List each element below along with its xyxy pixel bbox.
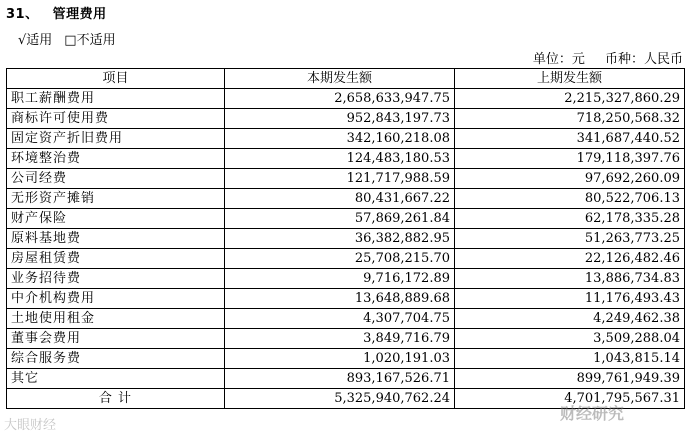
total-label: 合 计 bbox=[7, 389, 225, 409]
row-item-name: 业务招待费 bbox=[7, 269, 225, 289]
row-item-name: 环境整治费 bbox=[7, 149, 225, 169]
table-row bbox=[7, 169, 685, 189]
row-previous-amount: 718,250,568.32 bbox=[455, 109, 685, 129]
header-item: 项目 bbox=[7, 69, 225, 89]
applicable-option: √适用 bbox=[18, 33, 53, 48]
row-current-amount: 13,648,889.68 bbox=[225, 289, 455, 309]
currency-label: 币种：人民币 bbox=[604, 52, 683, 67]
table-row bbox=[7, 229, 685, 249]
row-item-name: 无形资产摊销 bbox=[7, 189, 225, 209]
row-item-name: 综合服务费 bbox=[7, 349, 225, 369]
not-applicable-option: □不适用 bbox=[64, 33, 116, 48]
table-row bbox=[7, 109, 685, 129]
row-item-name: 中介机构费用 bbox=[7, 289, 225, 309]
row-current-amount: 3,849,716.79 bbox=[225, 329, 455, 349]
row-previous-amount: 1,043,815.14 bbox=[455, 349, 685, 369]
row-current-amount: 80,431,667.22 bbox=[225, 189, 455, 209]
total-previous-amount: 4,701,795,567.31 bbox=[455, 389, 685, 409]
row-current-amount: 9,716,172.89 bbox=[225, 269, 455, 289]
unit-label: 单位：元 bbox=[532, 52, 585, 67]
row-previous-amount: 4,249,462.38 bbox=[455, 309, 685, 329]
admin-expense-table bbox=[6, 68, 685, 409]
row-item-name: 商标许可使用费 bbox=[7, 109, 225, 129]
table-row bbox=[7, 189, 685, 209]
section-heading bbox=[6, 3, 107, 22]
row-current-amount: 1,020,191.03 bbox=[225, 349, 455, 369]
row-previous-amount: 341,687,440.52 bbox=[455, 129, 685, 149]
row-previous-amount: 22,126,482.46 bbox=[455, 249, 685, 269]
row-previous-amount: 2,215,327,860.29 bbox=[455, 89, 685, 109]
unit-currency-line bbox=[517, 48, 683, 67]
applicability-options bbox=[18, 29, 128, 48]
row-previous-amount: 11,176,493.43 bbox=[455, 289, 685, 309]
watermark-right: 财经研究 bbox=[560, 404, 625, 423]
row-previous-amount: 97,692,260.09 bbox=[455, 169, 685, 189]
row-current-amount: 342,160,218.08 bbox=[225, 129, 455, 149]
row-current-amount: 2,658,633,947.75 bbox=[225, 89, 455, 109]
header-current-period: 本期发生额 bbox=[225, 69, 455, 89]
table-row bbox=[7, 209, 685, 229]
table-row bbox=[7, 309, 685, 329]
table-header-row bbox=[7, 69, 685, 89]
row-item-name: 原料基地费 bbox=[7, 229, 225, 249]
row-current-amount: 952,843,197.73 bbox=[225, 109, 455, 129]
row-previous-amount: 51,263,773.25 bbox=[455, 229, 685, 249]
row-previous-amount: 62,178,335.28 bbox=[455, 209, 685, 229]
table-row bbox=[7, 369, 685, 389]
section-title: 管理费用 bbox=[52, 7, 107, 22]
header-previous-period: 上期发生额 bbox=[455, 69, 685, 89]
row-previous-amount: 179,118,397.76 bbox=[455, 149, 685, 169]
row-item-name: 其它 bbox=[7, 369, 225, 389]
table-row bbox=[7, 269, 685, 289]
section-number: 31、 bbox=[6, 7, 39, 22]
table-row bbox=[7, 289, 685, 309]
row-item-name: 房屋租赁费 bbox=[7, 249, 225, 269]
table-row bbox=[7, 129, 685, 149]
row-item-name: 公司经费 bbox=[7, 169, 225, 189]
table-row bbox=[7, 149, 685, 169]
row-current-amount: 57,869,261.84 bbox=[225, 209, 455, 229]
row-current-amount: 4,307,704.75 bbox=[225, 309, 455, 329]
row-current-amount: 36,382,882.95 bbox=[225, 229, 455, 249]
row-item-name: 固定资产折旧费用 bbox=[7, 129, 225, 149]
row-item-name: 土地使用租金 bbox=[7, 309, 225, 329]
table-row bbox=[7, 329, 685, 349]
watermark-left: 大眼财经 bbox=[4, 418, 57, 433]
row-current-amount: 121,717,988.59 bbox=[225, 169, 455, 189]
row-current-amount: 124,483,180.53 bbox=[225, 149, 455, 169]
row-current-amount: 893,167,526.71 bbox=[225, 369, 455, 389]
row-previous-amount: 3,509,288.04 bbox=[455, 329, 685, 349]
row-item-name: 董事会费用 bbox=[7, 329, 225, 349]
row-previous-amount: 899,761,949.39 bbox=[455, 369, 685, 389]
table-row bbox=[7, 249, 685, 269]
total-current-amount: 5,325,940,762.24 bbox=[225, 389, 455, 409]
table-row bbox=[7, 89, 685, 109]
row-previous-amount: 13,886,734.83 bbox=[455, 269, 685, 289]
row-previous-amount: 80,522,706.13 bbox=[455, 189, 685, 209]
row-current-amount: 25,708,215.70 bbox=[225, 249, 455, 269]
row-item-name: 职工薪酬费用 bbox=[7, 89, 225, 109]
row-item-name: 财产保险 bbox=[7, 209, 225, 229]
table-row bbox=[7, 349, 685, 369]
